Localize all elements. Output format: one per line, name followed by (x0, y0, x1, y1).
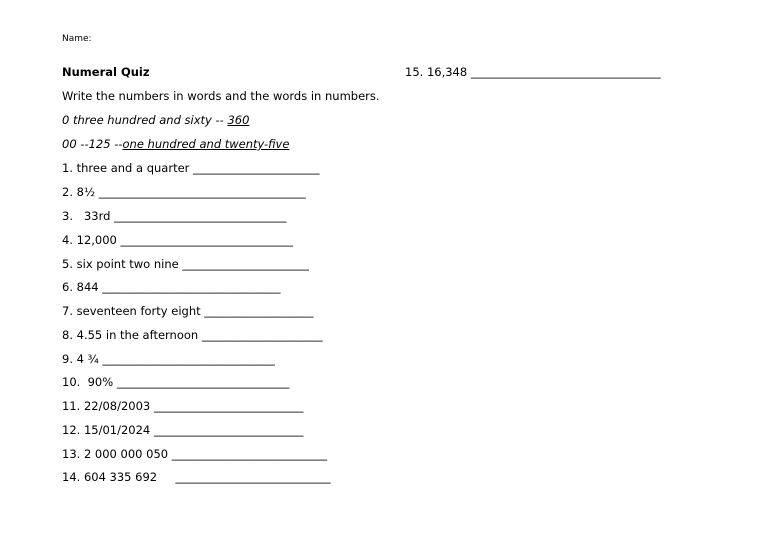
question-1: 1. three and a quarter ______________________ (62, 161, 320, 175)
instructions: Write the numbers in words and the words in numbers. (62, 89, 380, 103)
question-7: 7. seventeen forty eight ___________________ (62, 304, 314, 318)
question-4: 4. 12,000 ______________________________ (62, 233, 294, 247)
example-1-answer: 360 (227, 113, 250, 127)
example-2-prefix: 00 --125 -- (62, 137, 123, 151)
question-6: 6. 844 _______________________________ (62, 280, 281, 294)
question-10: 10. 90% ______________________________ (62, 375, 290, 389)
question-5: 5. six point two nine ______________________ (62, 257, 309, 271)
example-1-prefix: 0 three hundred and sixty -- (62, 113, 228, 127)
question-12: 12. 15/01/2024 __________________________ (62, 423, 304, 437)
question-13: 13. 2 000 000 050 ___________________________ (62, 447, 327, 461)
question-11: 11. 22/08/2003 __________________________ (62, 399, 304, 413)
question-14: 14. 604 335 692 ___________________________ (62, 470, 331, 484)
example-1 (62, 113, 249, 127)
name-label: Name: (62, 34, 92, 44)
quiz-title: Numeral Quiz (62, 65, 150, 79)
example-2-answer: one hundred and twenty-five (122, 137, 290, 151)
question-3: 3. 33rd ______________________________ (62, 209, 287, 223)
question-15: 15. 16,348 _________________________________ (405, 65, 661, 79)
question-8: 8. 4.55 in the afternoon _____________________ (62, 328, 323, 342)
question-9: 9. 4 ¾ ______________________________ (62, 352, 275, 366)
example-2 (62, 137, 289, 151)
question-2: 2. 8½ ____________________________________ (62, 185, 306, 199)
